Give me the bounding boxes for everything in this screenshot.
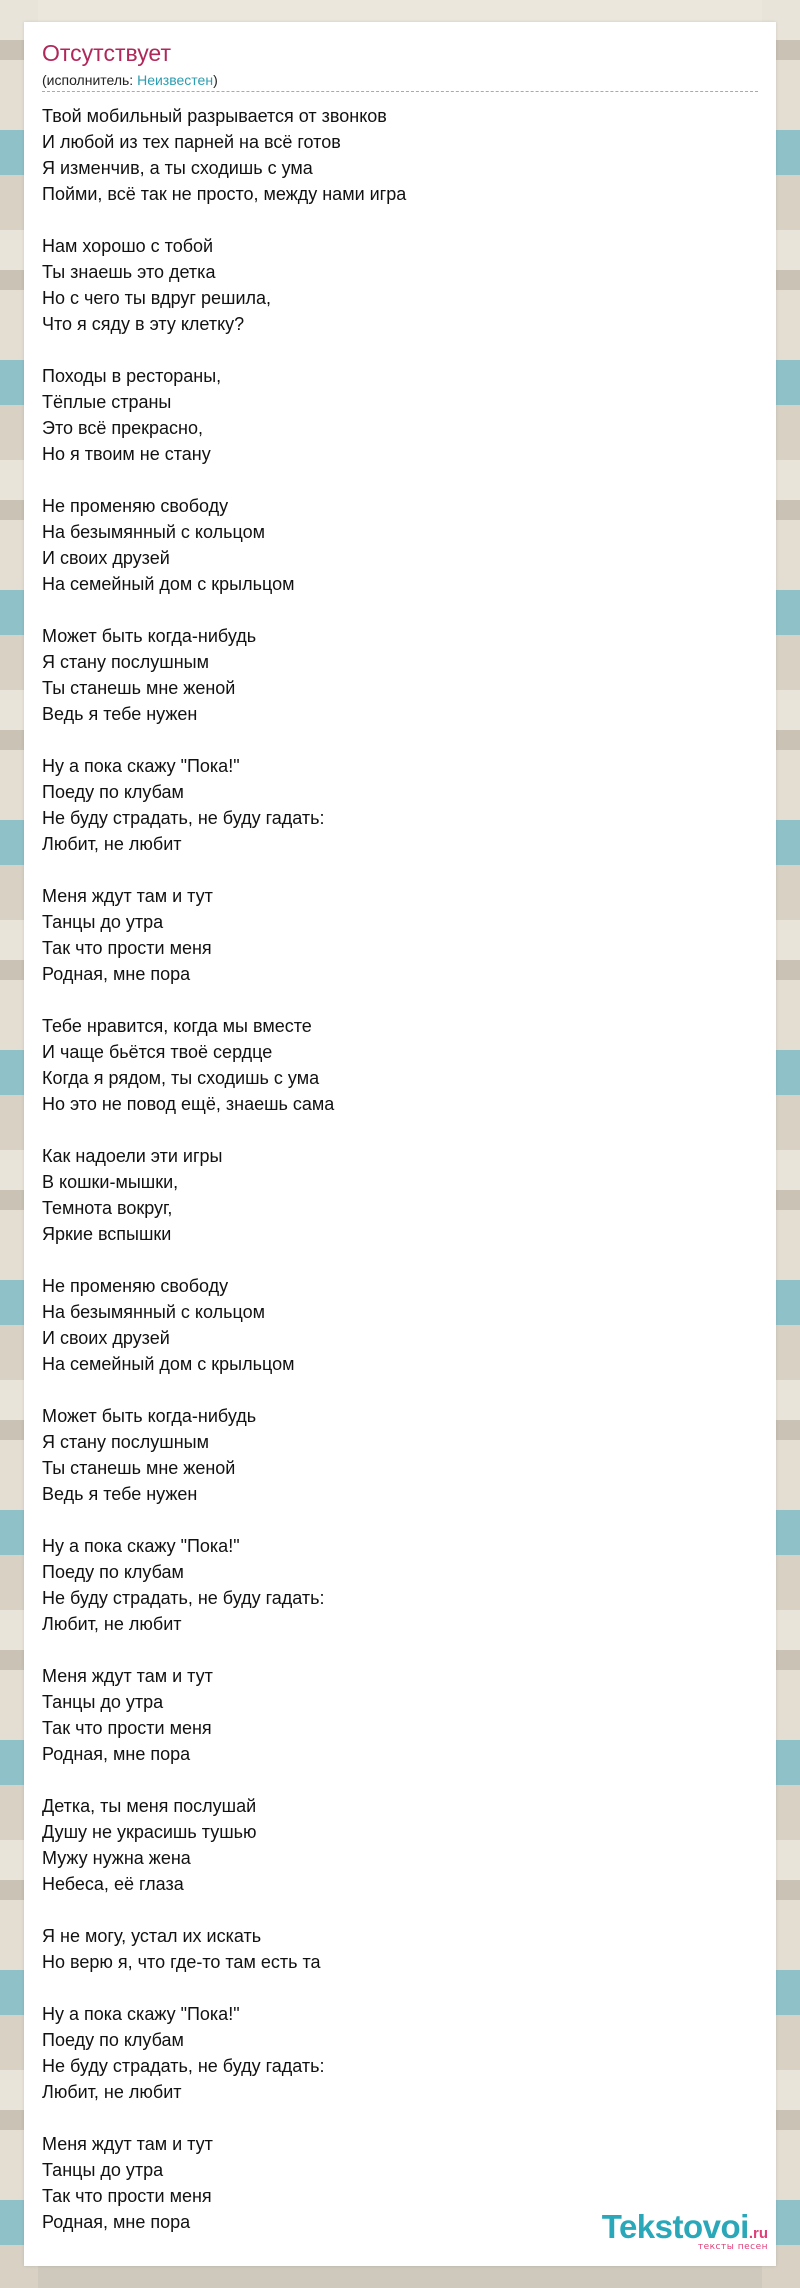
artist-prefix: (исполнитель: [42, 72, 138, 88]
lyrics-line: И своих друзей [42, 548, 170, 568]
lyrics-line: Может быть когда-нибудь [42, 1406, 257, 1426]
lyrics-line: Детка, ты меня послушай [42, 1796, 257, 1816]
lyrics-stanza [42, 1403, 742, 1507]
lyrics-line: На безымянный с кольцом [42, 1302, 265, 1322]
lyrics-line: Ведь я тебе нужен [42, 1484, 198, 1504]
lyrics-line: Тёплые страны [42, 392, 172, 412]
lyrics-stanza [42, 883, 742, 987]
lyrics-line: Как надоели эти игры [42, 1146, 223, 1166]
title-divider [42, 91, 758, 92]
lyrics-line: Это всё прекрасно, [42, 418, 203, 438]
lyrics-line: Я изменчив, а ты сходишь с ума [42, 158, 313, 178]
lyrics-stanza [42, 1793, 742, 1897]
lyrics-card [24, 22, 776, 2266]
lyrics-stanza [42, 233, 742, 337]
lyrics-line: Поеду по клубам [42, 1562, 184, 1582]
lyrics-stanza [42, 103, 742, 207]
lyrics-line: На безымянный с кольцом [42, 522, 265, 542]
lyrics-stanza [42, 1663, 742, 1767]
lyrics-line: Так что прости меня [42, 2186, 212, 2206]
lyrics-line: Танцы до утра [42, 912, 164, 932]
lyrics-line: Нам хорошо с тобой [42, 236, 214, 256]
lyrics-stanza [42, 1923, 742, 1975]
lyrics-line: Ты станешь мне женой [42, 678, 236, 698]
lyrics-line: На семейный дом с крыльцом [42, 1354, 295, 1374]
lyrics-line: И чаще бьётся твоё сердце [42, 1042, 273, 1062]
lyrics-text [42, 103, 742, 2261]
lyrics-line: Так что прости меня [42, 938, 212, 958]
logo-brand: Tekstovoi [601, 2208, 749, 2245]
lyrics-line: Тебе нравится, когда мы вместе [42, 1016, 312, 1036]
lyrics-line: Меня ждут там и тут [42, 1666, 213, 1686]
lyrics-line: Я не могу, устал их искать [42, 1926, 262, 1946]
lyrics-line: Но я твоим не стану [42, 444, 211, 464]
logo-tld: .ru [748, 2225, 768, 2242]
lyrics-line: И любой из тех парней на всё готов [42, 132, 341, 152]
lyrics-stanza [42, 623, 742, 727]
logo-tagline: тексты песен [697, 2242, 768, 2252]
lyrics-line: Так что прости меня [42, 1718, 212, 1738]
lyrics-line: Меня ждут там и тут [42, 2134, 213, 2154]
lyrics-line: Поеду по клубам [42, 782, 184, 802]
lyrics-line: Танцы до утра [42, 2160, 164, 2180]
lyrics-line: Ведь я тебе нужен [42, 704, 198, 724]
lyrics-line: Танцы до утра [42, 1692, 164, 1712]
lyrics-line: Не буду страдать, не буду гадать: [42, 1588, 325, 1608]
lyrics-stanza [42, 1143, 742, 1247]
lyrics-stanza [42, 363, 742, 467]
lyrics-line: В кошки-мышки, [42, 1172, 179, 1192]
lyrics-stanza [42, 493, 742, 597]
lyrics-line: Ну а пока скажу "Пока!" [42, 2004, 240, 2024]
lyrics-line: Когда я рядом, ты сходишь с ума [42, 1068, 320, 1088]
lyrics-line: Ну а пока скажу "Пока!" [42, 1536, 240, 1556]
lyrics-line: Родная, мне пора [42, 2212, 191, 2232]
lyrics-line: И своих друзей [42, 1328, 170, 1348]
lyrics-line: Может быть когда-нибудь [42, 626, 257, 646]
song-title: Отсутствует [42, 40, 171, 66]
lyrics-line: Не променяю свободу [42, 496, 229, 516]
lyrics-line: Не буду страдать, не буду гадать: [42, 2056, 325, 2076]
artist-suffix: ) [213, 72, 218, 88]
lyrics-line: Ну а пока скажу "Пока!" [42, 756, 240, 776]
lyrics-line: Любит, не любит [42, 1614, 182, 1634]
lyrics-line: Поеду по клубам [42, 2030, 184, 2050]
lyrics-line: Но это не повод ещё, знаешь сама [42, 1094, 335, 1114]
lyrics-line: Яркие вспышки [42, 1224, 172, 1244]
lyrics-line: Темнота вокруг, [42, 1198, 173, 1218]
lyrics-line: Меня ждут там и тут [42, 886, 213, 906]
lyrics-line: Родная, мне пора [42, 964, 191, 984]
lyrics-line: Но верю я, что где-то там есть та [42, 1952, 321, 1972]
lyrics-line: Но с чего ты вдруг решила, [42, 288, 272, 308]
lyrics-stanza [42, 1273, 742, 1377]
lyrics-line: Любит, не любит [42, 2082, 182, 2102]
lyrics-line: Ты знаешь это детка [42, 262, 216, 282]
lyrics-line: Что я сяду в эту клетку? [42, 314, 245, 334]
lyrics-line: Родная, мне пора [42, 1744, 191, 1764]
lyrics-line: Пойми, всё так не просто, между нами игра [42, 184, 407, 204]
lyrics-stanza [42, 2001, 742, 2105]
lyrics-line: Походы в рестораны, [42, 366, 222, 386]
lyrics-line: Ты станешь мне женой [42, 1458, 236, 1478]
lyrics-line: Мужу нужна жена [42, 1848, 191, 1868]
lyrics-line: Любит, не любит [42, 834, 182, 854]
lyrics-line: На семейный дом с крыльцом [42, 574, 295, 594]
lyrics-line: Твой мобильный разрывается от звонков [42, 106, 387, 126]
lyrics-line: Душу не украсишь тушью [42, 1822, 257, 1842]
lyrics-line: Я стану послушным [42, 652, 209, 672]
artist-line [42, 72, 218, 88]
lyrics-stanza [42, 753, 742, 857]
lyrics-stanza [42, 1533, 742, 1637]
artist-link[interactable]: Неизвестен [137, 72, 214, 88]
lyrics-line: Не буду страдать, не буду гадать: [42, 808, 325, 828]
lyrics-line: Не променяю свободу [42, 1276, 229, 1296]
lyrics-stanza [42, 1013, 742, 1117]
lyrics-line: Я стану послушным [42, 1432, 209, 1452]
lyrics-line: Небеса, её глаза [42, 1874, 184, 1894]
site-logo[interactable] [602, 2208, 768, 2252]
